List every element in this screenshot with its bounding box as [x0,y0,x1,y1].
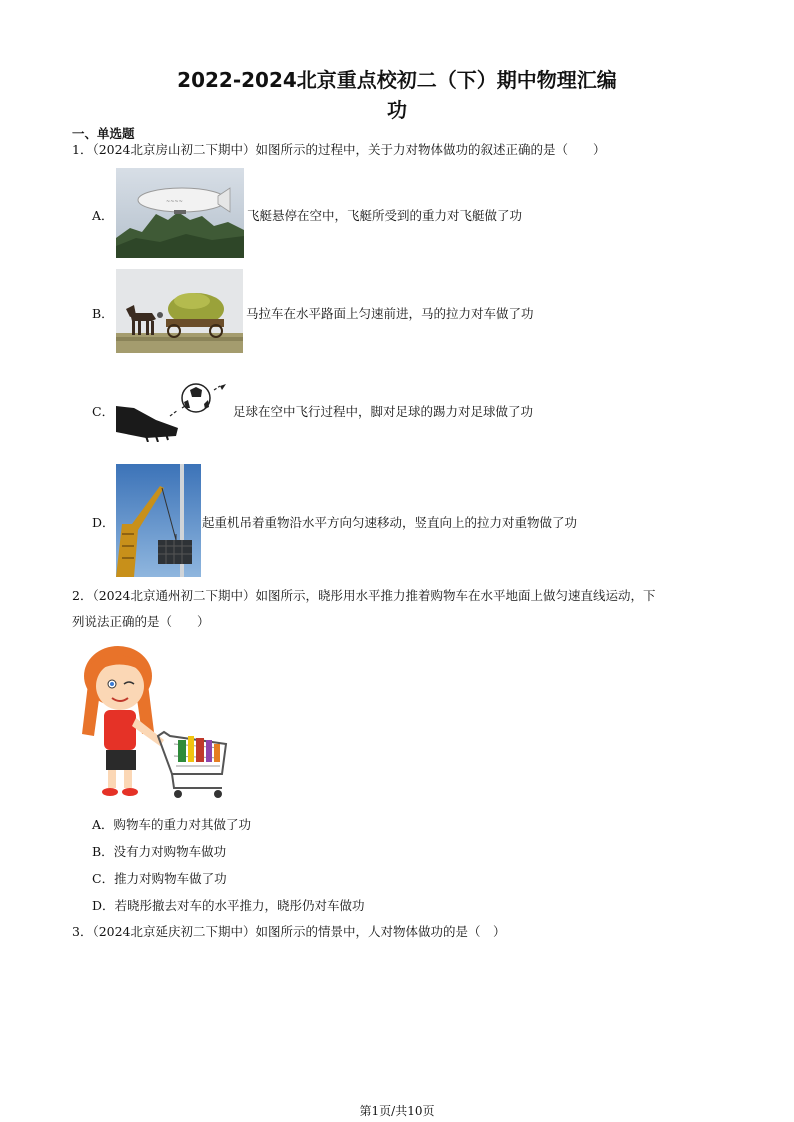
q2-option-c: C．推力对购物车做了功 [92,871,227,886]
question-3-stem: 3．（2024北京延庆初二下期中）如图所示的情景中，人对物体做功的是（ ） [72,924,506,939]
question-2-stem-line1: 2．（2024北京通州初二下期中）如图所示，晓彤用水平推力推着购物车在水平地面上做匀速直线运动，下 [72,588,656,603]
football-kick-image [116,378,232,442]
q1-option-a-label: A． [92,208,114,223]
q1-option-b-label: B． [92,306,114,321]
q1-option-d-label: D． [92,515,115,530]
airship-image [116,168,244,258]
q2-option-d: D．若晓彤撤去对车的水平推力，晓彤仍对车做功 [92,898,365,913]
q1-option-b-text: 马拉车在水平路面上匀速前进，马的拉力对车做了功 [246,306,534,321]
page-subtitle: 功 [387,98,407,122]
section-heading: 一、单选题 [72,126,135,141]
horse-cart-image [116,269,243,353]
page-title: 2022-2024北京重点校初二（下）期中物理汇编 [177,68,617,92]
question-2-stem-line2: 列说法正确的是（ ） [72,614,210,629]
question-1-stem: 1．（2024北京房山初二下期中）如图所示的过程中，关于力对物体做功的叙述正确的是（ ） [72,142,606,157]
girl-shopping-cart-image [74,644,232,800]
q1-option-c-text: 足球在空中飞行过程中，脚对足球的踢力对足球做了功 [233,404,534,419]
q2-option-b: B．没有力对购物车做功 [92,844,227,859]
q1-option-c-label: C． [92,404,115,419]
svg-text:~~~~: ~~~~ [166,199,183,205]
crane-image [116,464,201,577]
page-footer: 第1页/共10页 [359,1104,435,1118]
q1-option-a-text: 飞艇悬停在空中，飞艇所受到的重力对飞艇做了功 [247,208,523,223]
q1-option-d-text: 起重机吊着重物沿水平方向匀速移动，竖直向上的拉力对重物做了功 [202,515,578,530]
q2-option-a: A．购物车的重力对其做了功 [92,817,252,832]
